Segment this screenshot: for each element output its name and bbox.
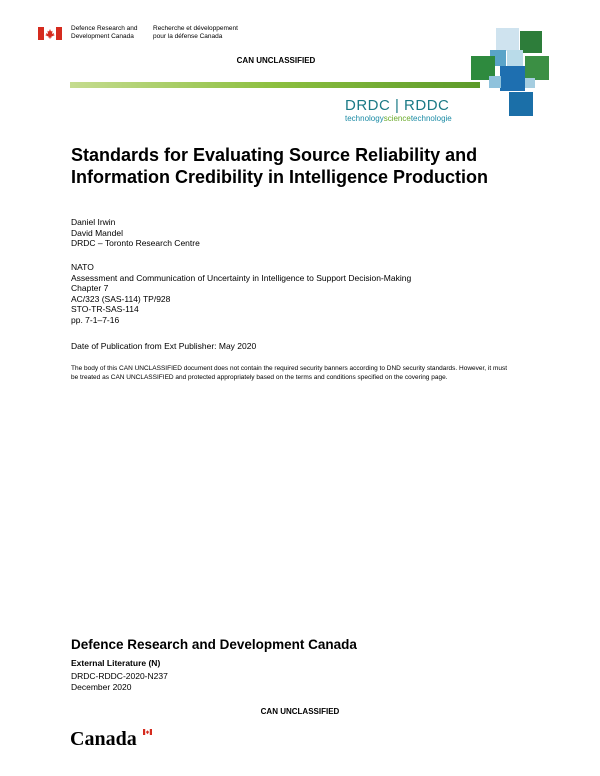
author-name: Daniel Irwin: [71, 217, 116, 227]
author-affiliation: DRDC – Toronto Research Centre: [71, 238, 200, 248]
canada-wordmark: Canada: [70, 728, 137, 750]
publication-info: NATO Assessment and Communication of Uncertainty in Intelligence to Support Decision-Making Chapter 7 AC/323 (SAS-114) TP/928 STO-TR-SAS-114 pp. 7-1–7-16: [71, 262, 412, 325]
drdc-logo-wordmark: DRDC | RDDC: [345, 97, 450, 114]
canada-flag-icon: [38, 27, 62, 40]
author-name: David Mandel: [71, 227, 123, 238]
header-gradient-band: [70, 82, 480, 88]
decorative-squares-graphic: [465, 28, 555, 118]
wordmark-flag-icon: [143, 729, 152, 735]
classification-banner-top: CAN UNCLASSIFIED: [236, 56, 316, 65]
author-block: [71, 217, 200, 249]
security-notice: The body of this CAN UNCLASSIFIED document does not contain the required security banners according to DND security standards. However, it must be treated as CAN UNCLASSIFIED and protected appropriately based on the terms and conditions specified on the covering page.: [71, 365, 508, 381]
report-details: [71, 671, 168, 693]
document-title: Standards for Evaluating Source Reliability and Information Credibility in Intelligence Production: [71, 145, 489, 187]
classification-banner-bottom: CAN UNCLASSIFIED: [260, 707, 340, 716]
organization-name: Defence Research and Development Canada: [71, 637, 357, 652]
report-date: December 2020: [71, 682, 132, 692]
report-number: DRDC-RDDC-2020-N237: [71, 671, 168, 681]
logo-tagline: technologysciencetechnologie: [345, 114, 452, 123]
department-name-en: Defence Research and Development Canada: [71, 25, 138, 40]
document-type: External Literature (N): [71, 658, 161, 668]
department-name-fr: Recherche et développement pour la défense Canada: [153, 25, 238, 40]
publication-date: Date of Publication from Ext Publisher: May 2020: [71, 341, 257, 351]
